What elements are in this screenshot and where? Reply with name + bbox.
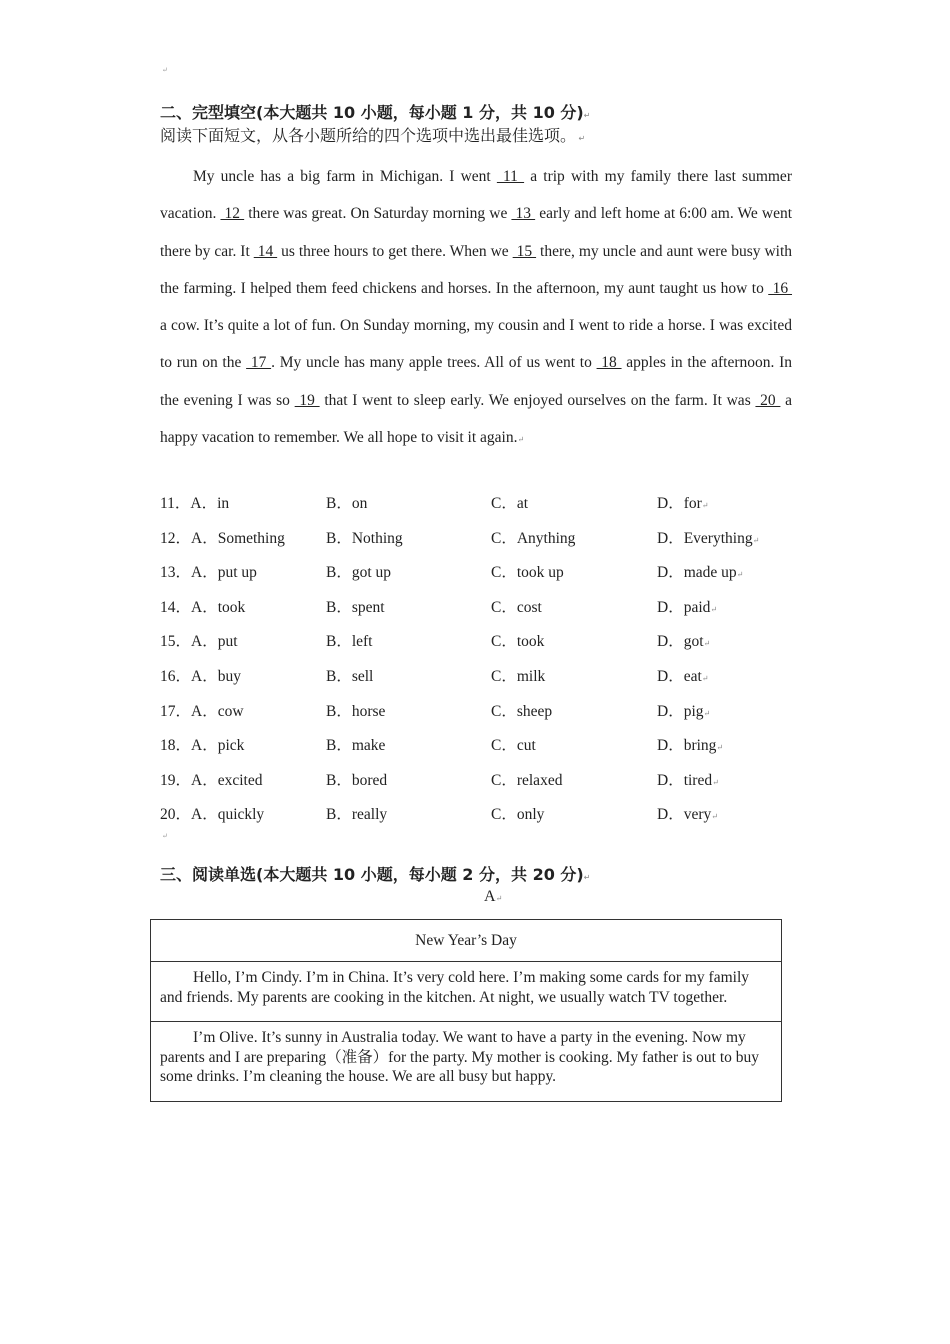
reading-paragraph-2: I’m Olive. It’s sunny in Australia today. We want to have a party in the evening. Now my parents and I are preparing（准备）for the party. My mother is cooking. My father is out to buy some drinks. I’m cleaning the house. We are all busy but happy. — [160, 1029, 760, 1085]
option-d[interactable]: D．made up↵ — [657, 564, 744, 582]
passage-text: a cow. It’s quite a lot of fun. On Sunday morning, my cousin and I went to ride a horse. I was excited to run on the — [160, 317, 792, 372]
option-d[interactable]: D．very↵ — [657, 806, 718, 824]
question-row-16 — [160, 664, 780, 699]
option-d-text: D．paid — [657, 598, 711, 616]
question-row-19 — [160, 768, 780, 803]
option-b[interactable]: B．got up — [326, 564, 392, 582]
part-label-text: A — [484, 888, 496, 905]
option-d[interactable]: D．pig↵ — [657, 702, 711, 720]
passage-text: there, my uncle and aunt were busy with the farming. I helped them feed chickens and horses. In the afternoon, my aunt taught us how to — [160, 242, 793, 297]
option-d-text: D．bring — [657, 737, 717, 755]
option-b[interactable]: B．on — [326, 495, 368, 512]
option-c[interactable]: C．only — [491, 806, 545, 824]
option-a[interactable]: 16．A．buy — [160, 667, 241, 685]
question-row-15 — [160, 629, 780, 664]
question-row-17 — [160, 699, 780, 734]
option-d[interactable]: D．eat↵ — [657, 667, 709, 685]
option-d[interactable]: D．paid↵ — [657, 598, 718, 616]
option-a[interactable]: 14．A．took — [160, 598, 246, 616]
option-d-text: D．made up — [657, 564, 737, 582]
paragraph-mark: ↵ — [162, 66, 168, 74]
table-text-cell-2 — [151, 1022, 782, 1102]
option-c[interactable]: C．milk — [491, 667, 546, 685]
option-a[interactable]: 18．A．pick — [160, 737, 245, 755]
option-c[interactable]: C．cost — [491, 598, 542, 616]
option-c[interactable]: C．took up — [491, 564, 564, 582]
passage-text: a happy vacation to remember. We all hope to visit it again. — [160, 391, 793, 447]
section3-heading: 三、阅读单选(本大题共 10 小题，每小题 2 分，共 20 分)↵ — [160, 865, 591, 884]
option-b[interactable]: B．left — [326, 633, 373, 651]
blank-17: 17 — [246, 354, 272, 372]
question-row-12 — [160, 526, 780, 561]
option-a[interactable]: 15．A．put — [160, 633, 238, 651]
option-d-text: D．Everything — [657, 529, 753, 547]
blank-19: 19 — [294, 391, 320, 409]
table-text-cell-1 — [151, 962, 782, 1022]
option-a[interactable]: 19．A．excited — [160, 771, 263, 789]
section2-heading-text: 二、完型填空(本大题共 10 小题，每小题 1 分，共 10 分) — [160, 103, 584, 122]
reading-paragraph-1: Hello, I’m Cindy. I’m in China. It’s very cold here. I’m making some cards for my family and friends. My parents are cooking in the kitchen. At night, we usually watch TV together. — [160, 969, 750, 1006]
question-row-13 — [160, 560, 780, 595]
option-c[interactable]: C．at — [491, 495, 529, 512]
question-row-18 — [160, 733, 780, 768]
option-d-text: D．tired — [657, 771, 713, 789]
option-d[interactable]: D．bring↵ — [657, 737, 724, 755]
passage-text: that I went to sleep early. We enjoyed ourselves on the farm. It was — [319, 391, 756, 409]
option-d-text: D．very — [657, 806, 712, 824]
blank-15: 15 — [512, 242, 537, 260]
blank-14: 14 — [253, 242, 278, 260]
blank-18: 18 — [596, 354, 622, 372]
option-d-text: D．pig — [657, 702, 704, 720]
passage-text: My uncle has a big farm in Michigan. I went — [193, 168, 497, 185]
option-b[interactable]: B．sell — [326, 667, 374, 685]
option-a[interactable]: 12．A．Something — [160, 529, 285, 547]
section2-instruction: 阅读下面短文，从各小题所给的四个选项中选出最佳选项。 ↵ — [160, 126, 586, 145]
option-d-text: D．eat — [657, 667, 702, 685]
question-options — [160, 491, 780, 837]
option-b[interactable]: B．spent — [326, 598, 385, 616]
option-d-text: D．for — [657, 495, 702, 512]
option-d[interactable]: D．got↵ — [657, 633, 711, 651]
passage-text: early and left home at 6:00 am. We went there by car. It — [160, 205, 793, 260]
blank-12: 12 — [220, 205, 245, 223]
option-d[interactable]: D．tired↵ — [657, 771, 719, 789]
passage-text: there was great. On Saturday morning we — [244, 205, 512, 223]
option-c[interactable]: C．took — [491, 633, 545, 651]
passage-text: a trip with my family there last summer vacation. — [160, 168, 792, 223]
option-d-text: D．got — [657, 633, 704, 651]
passage-paragraph: My uncle has a big farm in Michigan. I went 11 a trip with my family there last summer vacation. 12 there was great. On Saturday morning we 13 early and left home at 6:00 am. We went there by car. It 14 us three hours to get there. When we 15 there, my uncle and aunt were busy with the farming. I helped them feed chickens and horses. In the afternoon, my aunt taught us how to 16 a cow. It’s quite a lot of fun. On Sunday morning, my cousin and I went to ride a horse. I was excited to run on the 17 . My uncle has many apple trees. All of us went to 18 apples in the afternoon. In the evening I was so 19 that I went to sleep early. We enjoyed ourselves on the farm. It was 20 a happy vacation to remember. We all hope to visit it again.↵ — [160, 168, 793, 447]
passage-text: . My uncle has many apple trees. All of us went to — [271, 354, 597, 372]
option-c[interactable]: C．sheep — [491, 702, 553, 720]
cloze-passage — [160, 158, 792, 458]
blank-16: 16 — [768, 279, 793, 297]
blank-13: 13 — [511, 205, 536, 223]
option-a[interactable]: 13．A．put up — [160, 564, 257, 582]
reading-table — [150, 919, 782, 1102]
part-label: A↵ — [484, 888, 503, 905]
question-row-14 — [160, 595, 780, 630]
option-b[interactable]: B．really — [326, 806, 388, 824]
option-c[interactable]: C．relaxed — [491, 771, 563, 789]
instruction-text: 阅读下面短文，从各小题所给的四个选项中选出最佳选项。 — [160, 126, 577, 145]
option-b[interactable]: B．bored — [326, 771, 388, 789]
passage-text: apples in the afternoon. In the evening I was so — [160, 354, 793, 409]
option-c[interactable]: C．cut — [491, 737, 536, 755]
paragraph-mark: ↵ — [162, 832, 168, 840]
option-b[interactable]: B．Nothing — [326, 529, 403, 547]
option-a[interactable]: 17．A．cow — [160, 702, 244, 720]
option-d[interactable]: D．Everything↵ — [657, 529, 760, 547]
section3-heading-text: 三、阅读单选(本大题共 10 小题，每小题 2 分，共 20 分) — [160, 865, 584, 884]
option-a[interactable]: 20．A．quickly — [160, 806, 265, 824]
blank-20: 20 — [755, 391, 781, 409]
question-row-20 — [160, 802, 780, 837]
option-b[interactable]: B．make — [326, 737, 386, 755]
table-title: New Year’s Day — [415, 931, 517, 949]
option-a[interactable]: 11．A．in — [160, 495, 230, 512]
blank-11: 11 — [496, 168, 525, 185]
question-row-11 — [160, 491, 780, 526]
option-d[interactable]: D．for↵ — [657, 495, 709, 512]
option-b[interactable]: B．horse — [326, 702, 386, 720]
option-c[interactable]: C．Anything — [491, 529, 576, 547]
passage-text: us three hours to get there. When we — [277, 242, 513, 260]
section2-heading: 二、完型填空(本大题共 10 小题，每小题 1 分，共 10 分)↵ — [160, 103, 591, 122]
table-title-cell — [151, 920, 782, 962]
